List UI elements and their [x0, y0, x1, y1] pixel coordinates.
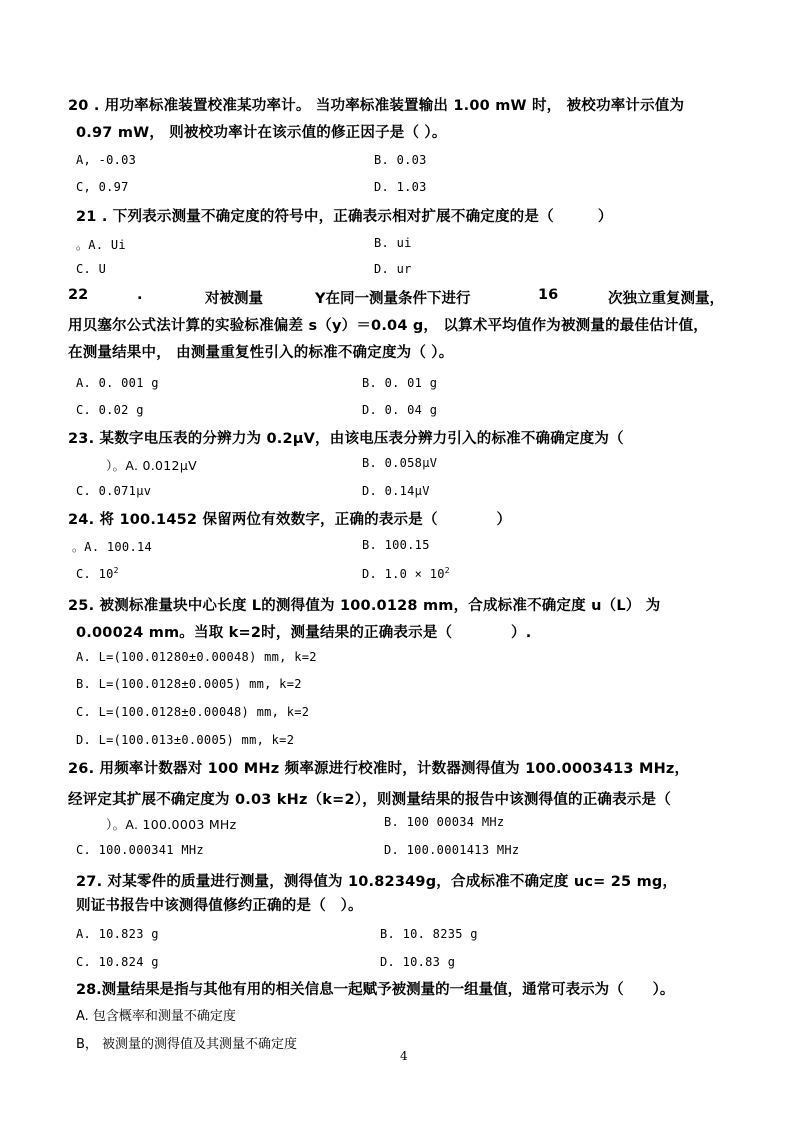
question-20-line-1: 20 . 用功率标准装置校准某功率计。 当功率标准装置输出 1.00 mW 时， 被校功率计示值为: [68, 98, 685, 114]
question-25-option-a: A. L=(100.01280±0.00048) mm, k=2: [76, 650, 317, 664]
question-23-option-b: B. 0.058μV: [362, 456, 438, 470]
question-21-stem: 21 . 下列表示测量不确定度的符号中，正确表示相对扩展不确定度的是（ ）: [76, 209, 613, 225]
question-20-option-c: C, 0.97: [76, 180, 129, 194]
question-22-dot: .: [137, 287, 143, 303]
question-24-option-a: 。A. 100.14: [72, 540, 153, 554]
question-22-part-a: 对被测量: [205, 291, 263, 307]
question-22-count: 16: [538, 287, 559, 303]
question-22-option-b: B. 0. 01 g: [362, 376, 438, 390]
question-23-option-d: D. 0.14μV: [362, 484, 430, 498]
question-27-line-1: 27. 对某零件的质量进行测量，测得值为 10.82349g，合成标准不确定度 uc= 25 mg，: [76, 874, 678, 890]
question-22-line-2: 用贝塞尔公式法计算的实验标准偏差 s（y）＝0.04 g， 以算术平均值作为被测量的最佳估计值，: [68, 318, 708, 334]
question-24-option-d-exponent: 2: [444, 566, 450, 575]
question-20-option-a: A, -0.03: [76, 153, 137, 167]
question-26-option-a: ）。A. 100.0003 MHz: [106, 817, 237, 832]
question-21-option-a: 。A. Ui: [76, 238, 126, 252]
question-20-line-2: 0.97 mW， 则被校功率计在该示值的修正因子是（ ）。: [76, 125, 447, 141]
question-28-stem: 28.测量结果是指与其他有用的相关信息一起赋予被测量的一组量值，通常可表示为（ ）。: [76, 982, 675, 998]
question-27-option-a: A. 10.823 g: [76, 927, 159, 941]
question-20-option-b: B. 0.03: [374, 153, 427, 167]
question-26-option-d: D. 100.0001413 MHz: [384, 843, 520, 857]
question-26-option-b: B. 100 00034 MHz: [384, 815, 505, 829]
question-23-option-a: ）。A. 0.012μV: [106, 458, 197, 473]
question-25-option-b: B. L=(100.0128±0.0005) mm, k=2: [76, 677, 302, 691]
question-22-number: 22: [68, 287, 89, 303]
question-26-option-c: C. 100.000341 MHz: [76, 843, 204, 857]
question-20-option-d: D. 1.03: [374, 180, 427, 194]
question-24-stem: 24. 将 100.1452 保留两位有效数字，正确的表示是（ ）: [68, 512, 512, 528]
question-28-option-b: B， 被测量的测得值及其测量不确定度: [76, 1037, 298, 1052]
question-24-option-d: D. $1.0 \times 10^2$: [362, 566, 450, 581]
question-21-option-d: D. ur: [374, 262, 412, 276]
question-21-option-c: C. U: [76, 262, 107, 276]
question-24-option-c: C. $10^2$: [76, 566, 119, 581]
question-27-line-2: 则证书报告中该测得值修约正确的是（ ）。: [76, 898, 363, 914]
question-24-option-c-exponent: 2: [113, 566, 119, 575]
question-28-option-a: A. 包含概率和测量不确定度: [76, 1009, 236, 1024]
question-25-option-c: C. L=(100.0128±0.00048) mm, k=2: [76, 705, 310, 719]
question-21-option-b: B. ui: [374, 236, 412, 250]
question-25-line-1: 25. 被测标准量块中心长度 L的测得值为 100.0128 mm，合成标准不确定度 u（L） 为: [68, 598, 661, 614]
question-25-line-2: 0.00024 mm。当取 k=2时，测量结果的正确表示是（ ）.: [76, 625, 532, 641]
question-22-option-c: C. 0.02 g: [76, 403, 144, 417]
question-25-option-d: D. L=(100.013±0.0005) mm, k=2: [76, 733, 295, 747]
question-26-line-1: 26. 用频率计数器对 100 MHz 频率源进行校准时，计数器测得值为 100.0003413 MHz，: [68, 761, 690, 777]
question-27-option-d: D. 10.83 g: [380, 955, 456, 969]
question-24-option-b: B. 100.15: [362, 538, 430, 552]
question-22-option-d: D. 0. 04 g: [362, 403, 438, 417]
question-27-option-b: B. 10. 8235 g: [380, 927, 478, 941]
question-22-part-c: 次独立重复测量，: [608, 291, 724, 307]
question-22-part-b: Y在同一测量条件下进行: [315, 291, 471, 307]
question-23-line-1: 23. 某数字电压表的分辨力为 0.2μV，由该电压表分辨力引入的标准不确确定度为（: [68, 431, 624, 447]
question-23-option-c: C. 0.071μv: [76, 484, 152, 498]
page-number: 4: [400, 1049, 408, 1063]
question-26-line-2: 经评定其扩展不确定度为 0.03 kHz（k=2），则测量结果的报告中该测得值的正确表示是（: [68, 792, 671, 808]
question-22-option-a: A. 0. 001 g: [76, 376, 159, 390]
question-22-line-3: 在测量结果中， 由测量重复性引入的标准不确定度为（ ）。: [68, 345, 454, 361]
question-27-option-c: C. 10.824 g: [76, 955, 159, 969]
